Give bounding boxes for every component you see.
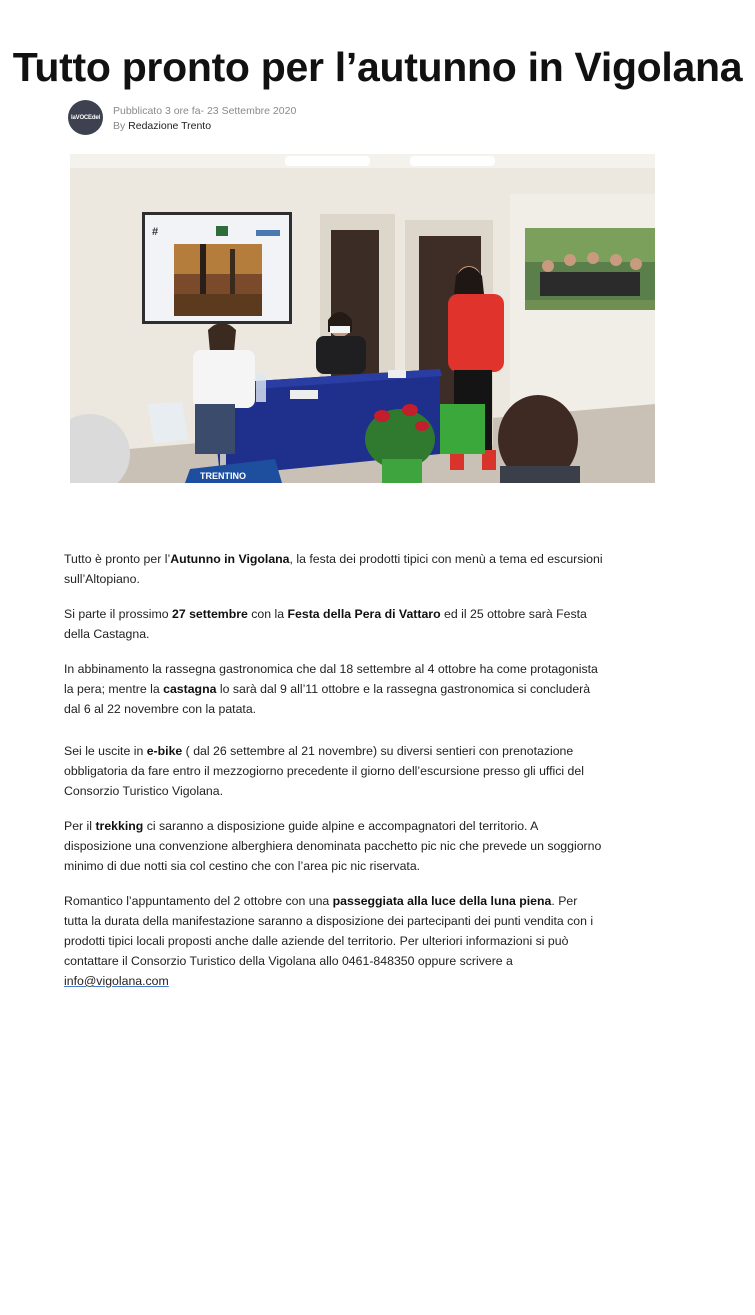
paragraph-moonlight: Romantico l’appuntamento del 2 ottobre con una passeggiata alla luce della luna piena. Per tutta la durata della manifestazione saranno a disposizione dei partecipanti dei punti vendita con i prodotti tipici locali proposti anche dalle aziende del territorio. Per ulteriori informazioni si può contattare il Consorzio Turistico della Vigolana allo 0461-848350 oppure scrivere a info@vigolana.com (64, 894, 594, 988)
article-photo (70, 154, 655, 483)
paragraph-dates: Si parte il prossimo 27 settembre con la Festa della Pera di Vattaro ed il 25 ottobre sarà Festa della Castagna. (64, 607, 587, 641)
article-meta (113, 104, 413, 134)
press-conference-photo (70, 154, 655, 483)
paragraph-intro: Tutto è pronto per l’Autunno in Vigolana, la festa dei prodotti tipici con menù a tema ed escursioni sull’Altopiano. (64, 552, 603, 586)
by-prefix: By (113, 120, 129, 132)
poster-label: TRENTINO (200, 471, 246, 481)
paragraph-ebike: Sei le uscite in e-bike ( dal 26 settembre al 21 novembre) su diversi sentieri con prenotazione obbligatoria da fare entro il mezzogiorno precedente il giorno dell’escursione presso gli uffici del Consorzio Turistico Vigolana. (64, 744, 584, 798)
publish-date: Pubblicato 3 ore fa- 23 Settembre 2020 (113, 105, 297, 117)
article-body (64, 549, 604, 991)
email-link[interactable]: info@vigolana.com (64, 974, 169, 988)
author-name[interactable]: Redazione Trento (128, 120, 212, 132)
tv-hash-logo: # (152, 226, 159, 238)
paragraph-gastronomy: In abbinamento la rassegna gastronomica che dal 18 settembre al 4 ottobre ha come protagonista la pera; mentre la castagna lo sarà dal 9 all’11 ottobre e la rassegna gastronomica si concluderà dal 6 al 22 novembre con la patata. (64, 662, 598, 716)
paragraph-trekking: Per il trekking ci saranno a disposizione guide alpine e accompagnatori del territorio. A disposizione una convenzione alberghiera denominata pacchetto pic nic che prevede un soggiorno minimo di due notti sia col cestino che con l’area pic nic riservata. (64, 819, 602, 873)
article-title: Tutto pronto per l’autunno in Vigolana (12, 44, 743, 90)
author-avatar[interactable]: laVOCEdel (68, 100, 103, 135)
